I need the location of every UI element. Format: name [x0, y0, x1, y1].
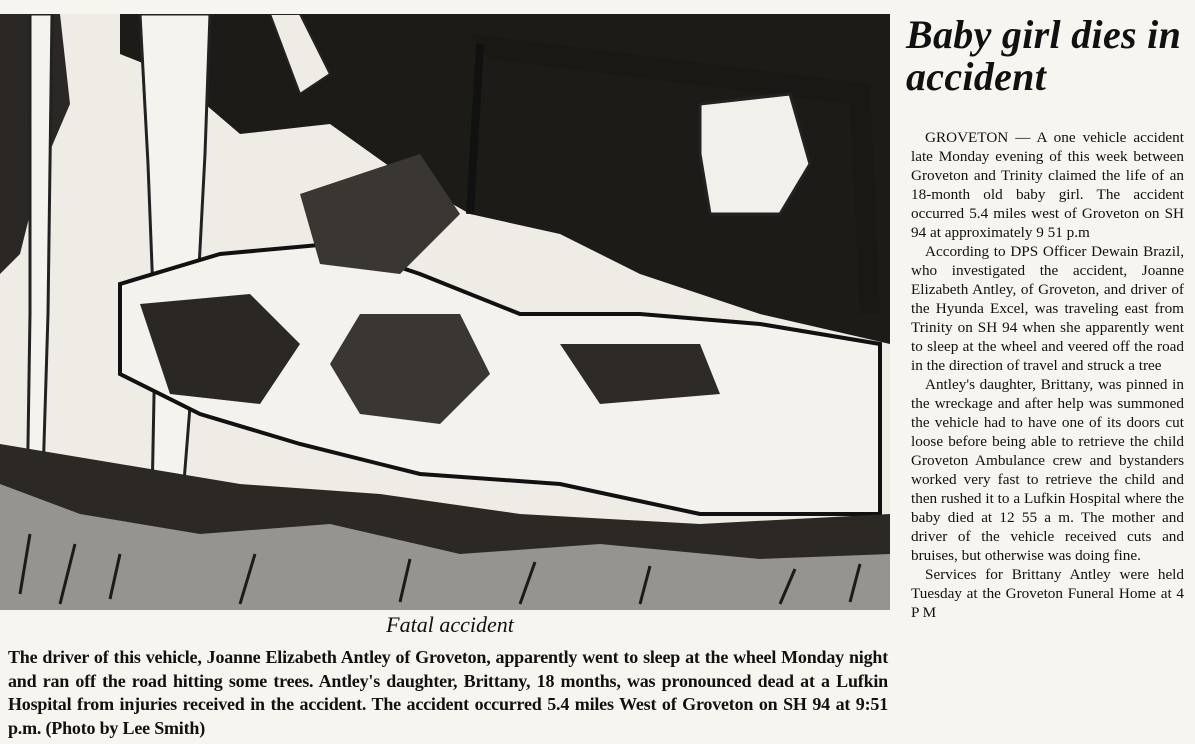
article-paragraph: GROVETON — A one vehicle accident late Monday evening of this week between Groveton and Trinity claimed the life of an 18-month old baby girl. The accident occurred 5.4 miles west of Groveton on SH 94 at approximately 9 51 p.m: [911, 129, 1184, 241]
article-body: [911, 128, 1184, 622]
article-paragraph: Services for Brittany Antley were held Tuesday at the Groveton Funeral Home at 4 P M: [911, 566, 1184, 621]
accident-photo: [0, 14, 890, 610]
photo-caption-title: Fatal accident: [386, 612, 514, 637]
article-paragraph: According to DPS Officer Dewain Brazil, who investigated the accident, Joanne Elizabeth Antley, of Groveton, and driver of the Hyunda Excel, was traveling east from Trinity on SH 94 when she apparently went to sleep at the wheel and veered off the road in the direction of travel and struck a tree: [911, 243, 1184, 374]
wreck-image: [0, 14, 890, 610]
article-paragraph: Antley's daughter, Brittany, was pinned in the wreckage and after help was summoned the vehicle had to have one of its doors cut loose before being able to retrieve the child Groveton Ambulance crew and bystanders worked very fast to retrieve the child and then rushed it to a Lufkin Hospital where the baby died at 12 55 a m. The mother and driver of the vehicle received cuts and bruises, but otherwise was doing fine.: [911, 376, 1184, 564]
photo-caption-body: The driver of this vehicle, Joanne Elizabeth Antley of Groveton, apparently went to sleep at the wheel Monday night and ran off the road hitting some trees. Antley's daughter, Brittany, 18 months, was pronounced dead at a Lufkin Hospital from injuries received in the accident. The accident occurred 5.4 miles West of Groveton on SH 94 at 9:51 p.m. (Photo by Lee Smith): [8, 647, 888, 738]
article-headline: Baby girl dies in accident: [906, 12, 1182, 99]
